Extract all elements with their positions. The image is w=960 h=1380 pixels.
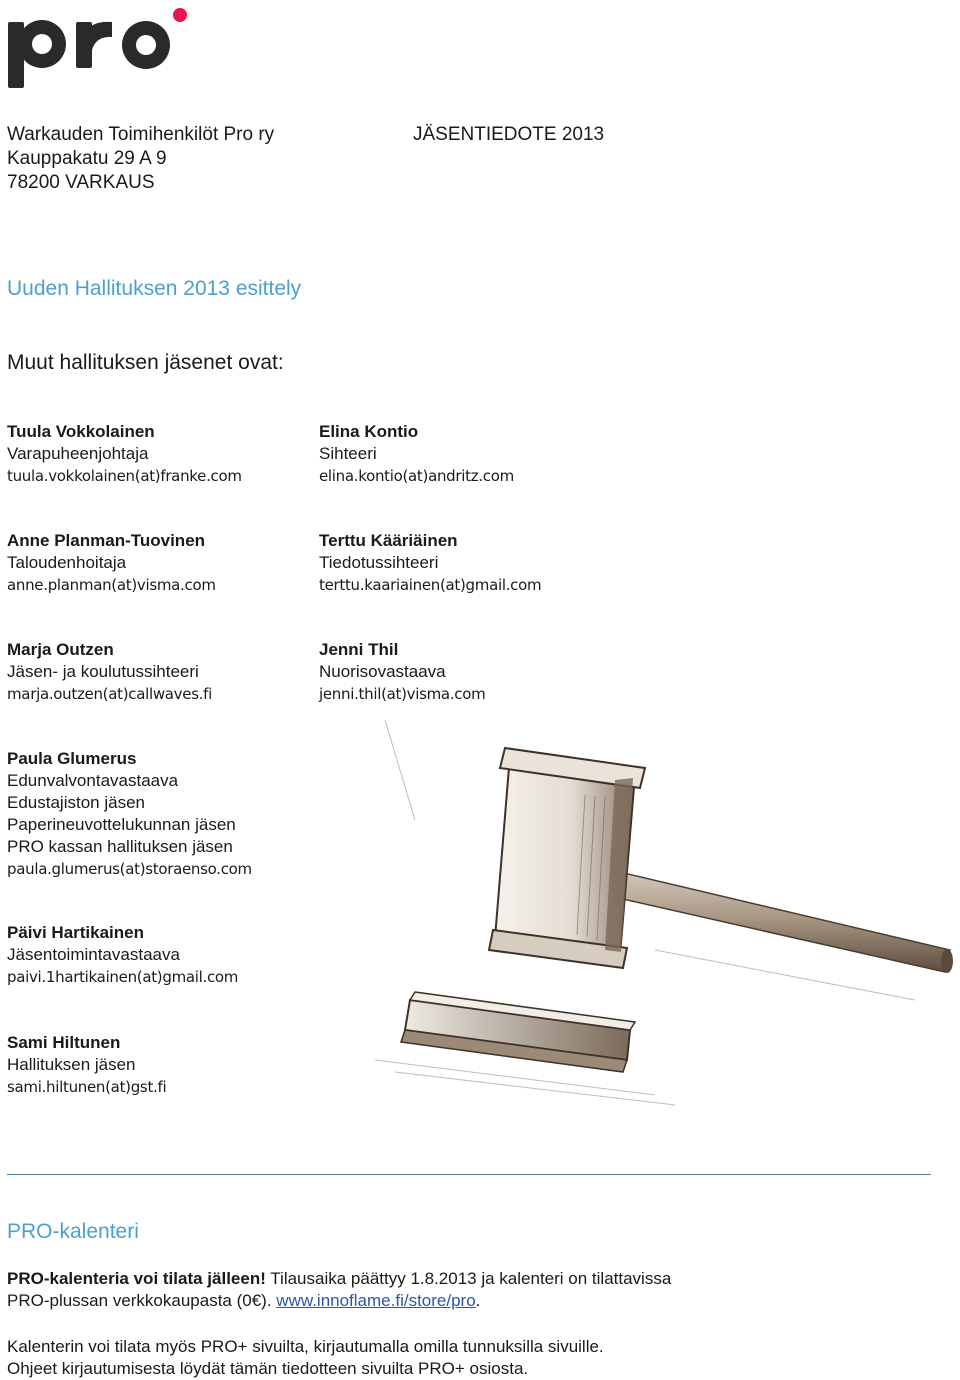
- member-role: Tiedotussihteeri: [319, 553, 439, 572]
- section-divider: [7, 1174, 931, 1175]
- member-card: [319, 639, 485, 705]
- member-role: Jäsentoimintavastaava: [7, 945, 180, 964]
- pro-logo: [6, 6, 190, 90]
- member-card: [7, 922, 238, 988]
- member-email[interactable]: elina.kontio(at)andritz.com: [319, 467, 514, 485]
- member-card: [7, 530, 216, 596]
- member-role: Edunvalvontavastaava: [7, 771, 179, 790]
- member-name: Tuula Vokkolainen: [7, 422, 155, 441]
- member-email[interactable]: paula.glumerus(at)storaenso.com: [7, 860, 252, 878]
- calendar-instructions-text: Ohjeet kirjautumisesta löydät tämän tiedotteen sivuilta PRO+ osiosta.: [7, 1359, 529, 1378]
- member-role: Varapuheenjohtaja: [7, 444, 149, 463]
- member-name: Jenni Thil: [319, 640, 399, 659]
- calendar-paragraph-1: [7, 1268, 671, 1312]
- member-email[interactable]: paivi.1hartikainen(at)gmail.com: [7, 968, 239, 986]
- member-role: Edustajiston jäsen: [7, 793, 145, 812]
- gavel-illustration: [355, 700, 955, 1110]
- member-email[interactable]: terttu.kaariainen(at)gmail.com: [319, 576, 542, 594]
- member-card: [319, 530, 541, 596]
- calendar-shop-text: PRO-plussan verkkokaupasta (0€).: [7, 1291, 277, 1310]
- member-card: [7, 639, 212, 705]
- board-subheading: Muut hallituksen jäsenet ovat:: [7, 351, 284, 374]
- member-email[interactable]: sami.hiltunen(at)gst.fi: [7, 1078, 167, 1096]
- member-name: Anne Planman-Tuovinen: [7, 531, 206, 550]
- member-role: Hallituksen jäsen: [7, 1055, 136, 1074]
- org-name: Warkauden Toimihenkilöt Pro ry: [7, 124, 275, 145]
- member-card: [7, 1032, 166, 1098]
- member-name: Terttu Kääriäinen: [319, 531, 458, 550]
- calendar-order-period: Tilausaika päättyy 1.8.2013 ja kalenteri on tilattavissa: [265, 1269, 672, 1288]
- member-card: [319, 421, 514, 487]
- calendar-login-text: Kalenterin voi tilata myös PRO+ sivuilta, kirjautumalla omilla tunnuksilla sivuille.: [7, 1337, 604, 1356]
- org-address-block: [7, 123, 274, 195]
- member-card: [7, 748, 252, 880]
- member-email[interactable]: tuula.vokkolainen(at)franke.com: [7, 467, 242, 485]
- member-name: Marja Outzen: [7, 640, 114, 659]
- org-postal: 78200 VARKAUS: [7, 172, 155, 193]
- member-role: Taloudenhoitaja: [7, 553, 127, 572]
- section-heading-calendar: PRO-kalenteri: [7, 1220, 139, 1243]
- calendar-lead: PRO-kalenteria voi tilata jälleen!: [7, 1269, 266, 1288]
- member-role: Paperineuvottelukunnan jäsen: [7, 815, 236, 834]
- member-email[interactable]: marja.outzen(at)callwaves.fi: [7, 685, 213, 703]
- calendar-period: .: [475, 1291, 481, 1310]
- member-name: Elina Kontio: [319, 422, 419, 441]
- member-name: Paula Glumerus: [7, 749, 137, 768]
- member-role: Nuorisovastaava: [319, 662, 446, 681]
- member-email[interactable]: jenni.thil(at)visma.com: [319, 685, 486, 703]
- member-role: Sihteeri: [319, 444, 377, 463]
- calendar-paragraph-2: [7, 1336, 604, 1380]
- member-name: Päivi Hartikainen: [7, 923, 145, 942]
- member-role: Jäsen- ja koulutussihteeri: [7, 662, 199, 681]
- member-name: Sami Hiltunen: [7, 1033, 121, 1052]
- member-card: [7, 421, 242, 487]
- member-role: PRO kassan hallituksen jäsen: [7, 837, 233, 856]
- org-street: Kauppakatu 29 A 9: [7, 148, 167, 169]
- member-email[interactable]: anne.planman(at)visma.com: [7, 576, 216, 594]
- document-title: JÄSENTIEDOTE 2013: [413, 124, 605, 145]
- section-heading-board: Uuden Hallituksen 2013 esittely: [7, 277, 302, 300]
- innoflame-store-link[interactable]: www.innoflame.fi/store/pro: [276, 1291, 476, 1310]
